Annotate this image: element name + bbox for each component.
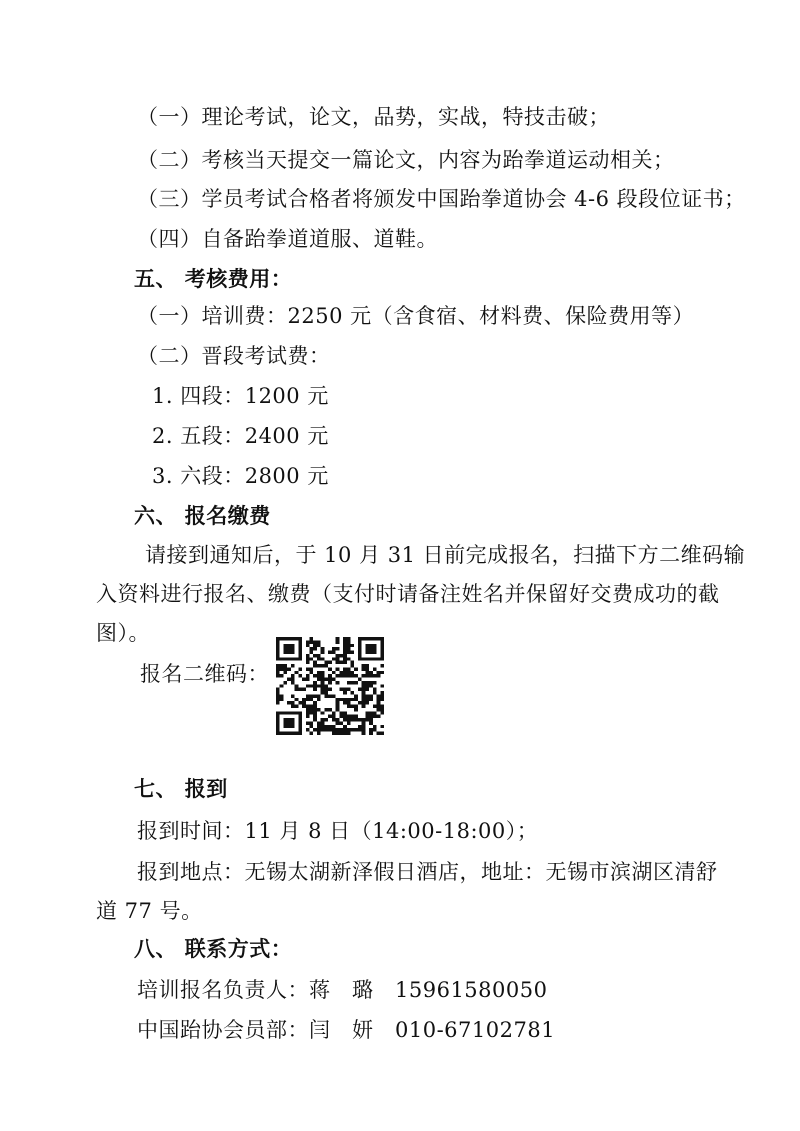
exam-content-item: （一）理论考试，论文，品势，实战，特技击破； [137, 105, 610, 129]
training-fee-item: （一）培训费：2250 元（含食宿、材料费、保险费用等） [137, 304, 695, 328]
checkin-time: 报到时间：11 月 8 日（14:00-18:00）； [137, 819, 539, 843]
uniform-item: （四）自备跆拳道道服、道鞋。 [137, 227, 438, 251]
checkin-place-line-1: 报到地点：无锡太湖新泽假日酒店，地址：无锡市滨湖区清舒 [137, 860, 718, 884]
fee-dan5: 2. 五段：2400 元 [152, 424, 329, 448]
checkin-place-line-2: 道 77 号。 [96, 899, 203, 923]
certificate-item: （三）学员考试合格者将颁发中国跆拳道协会 4-6 段段位证书； [137, 187, 746, 211]
fee-dan6: 3. 六段：2800 元 [152, 464, 329, 488]
paper-item: （二）考核当天提交一篇论文，内容为跆拳道运动相关； [137, 148, 675, 172]
registration-paragraph-line-2: 入资料进行报名、缴费（支付时请备注姓名并保留好交费成功的截 [96, 582, 720, 606]
contact-heading: 八、 联系方式： [134, 936, 293, 961]
registration-paragraph-line-1: 请接到通知后，于 10 月 31 日前完成报名，扫描下方二维码输 [145, 543, 746, 567]
contact-training: 培训报名负责人：蒋 璐 15961580050 [137, 978, 548, 1002]
checkin-heading: 七、 报到 [134, 776, 228, 801]
exam-fee-heading: （二）晋段考试费： [137, 344, 331, 368]
fee-dan4: 1. 四段：1200 元 [152, 384, 329, 408]
qr-code-icon[interactable] [276, 637, 384, 735]
qr-label: 报名二维码： [140, 662, 269, 686]
registration-paragraph-line-3: 图）。 [96, 621, 150, 645]
registration-heading: 六、 报名缴费 [134, 503, 271, 528]
fees-heading: 五、 考核费用： [134, 266, 293, 291]
contact-member: 中国跆协会员部：闫 妍 010-67102781 [137, 1018, 556, 1042]
